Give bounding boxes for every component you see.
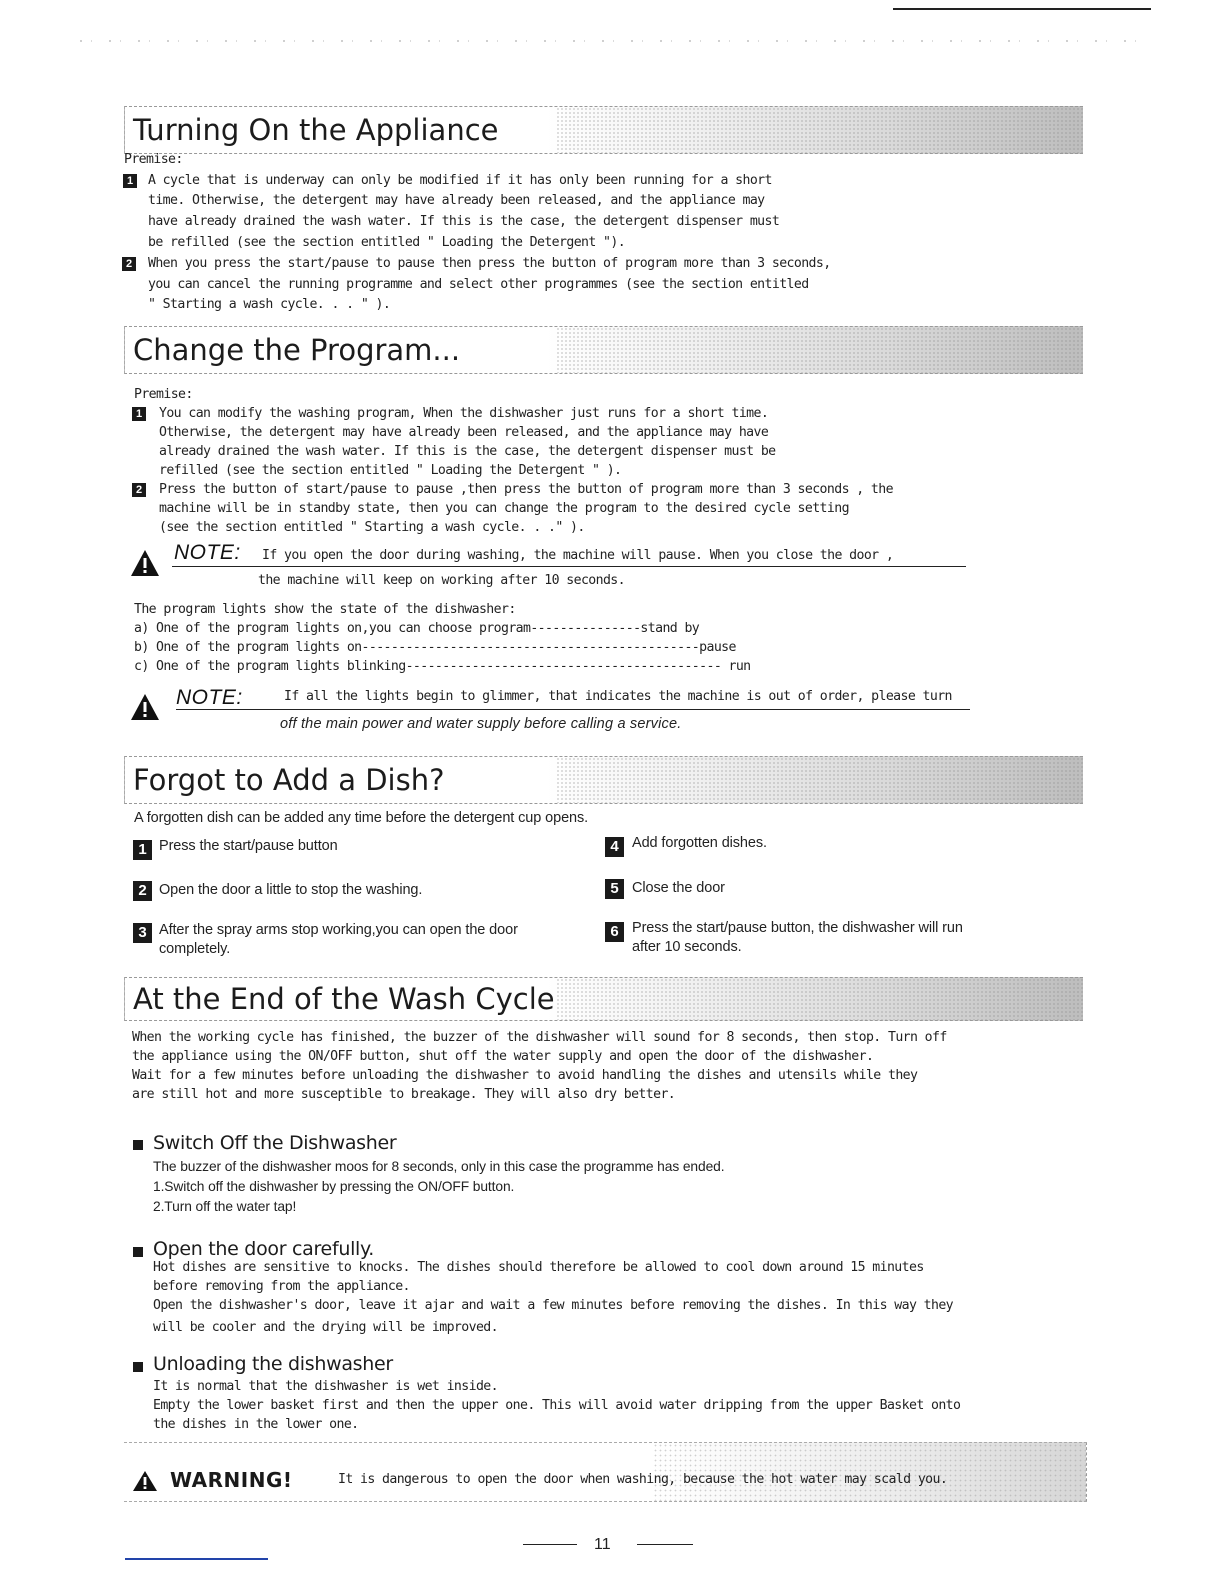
paragraph-line: be refilled (see the section entitled " Loading the Detergent "). xyxy=(148,235,626,250)
paragraph-line: time. Otherwise, the detergent may have already been released, and the appliance may xyxy=(148,193,765,208)
paragraph-line: have already drained the wash water. If this is the case, the detergent dispenser must xyxy=(148,214,780,229)
paragraph-line: Otherwise, the detergent may have already been released, and the appliance may have xyxy=(159,425,769,440)
section-banner-forgot-dish xyxy=(124,756,1083,804)
paragraph-line: Wait for a few minutes before unloading the dishwasher to avoid handling the dishes and utensils while they xyxy=(132,1068,918,1083)
paragraph-line: refilled (see the section entitled " Loading the Detergent " ). xyxy=(159,463,622,478)
paragraph-line: " Starting a wash cycle. . . " ). xyxy=(148,297,391,312)
warning-text: It is dangerous to open the door when washing, because the hot water may scald you. xyxy=(338,1472,948,1487)
step-number-2: 2 xyxy=(133,881,152,901)
step-text: Press the start/pause button xyxy=(159,838,338,854)
step-text: After the spray arms stop working,you can open the door xyxy=(159,922,518,938)
paragraph-line: already drained the wash water. If this is the case, the detergent dispenser must be xyxy=(159,444,776,459)
section-banner-change-program xyxy=(124,326,1083,374)
step-number-4: 4 xyxy=(605,837,624,857)
paragraph-line: 2.Turn off the water tap! xyxy=(153,1199,297,1214)
step-number-1: 1 xyxy=(133,840,152,860)
section-title-end-wash-cycle: At the End of the Wash Cycle xyxy=(133,982,555,1016)
program-lights-intro: The program lights show the state of the dishwasher: xyxy=(134,602,516,617)
subsection-title-open-door: Open the door carefully. xyxy=(153,1238,375,1260)
step-text: Close the door xyxy=(632,880,725,896)
paragraph-line: before removing from the appliance. xyxy=(153,1279,410,1294)
paragraph-line: you can cancel the running programme and select other programmes (see the section entitled xyxy=(148,277,809,292)
step-number-2: 2 xyxy=(122,257,136,271)
subsection-title-unloading: Unloading the dishwasher xyxy=(153,1353,393,1375)
warning-triangle-icon xyxy=(132,1470,158,1492)
note-label: NOTE: xyxy=(174,541,241,564)
paragraph-line: The buzzer of the dishwasher moos for 8 seconds, only in this case the programme has ended. xyxy=(153,1159,725,1174)
note-text-line: If you open the door during washing, the machine will pause. When you close the door , xyxy=(262,548,894,563)
page-number: 11 xyxy=(594,1536,611,1553)
bullet-square-icon xyxy=(133,1247,143,1257)
note-text-line: the machine will keep on working after 10 seconds. xyxy=(258,573,625,588)
note-text-line: If all the lights begin to glimmer, that indicates the machine is out of order, please turn xyxy=(284,689,952,704)
note-underline xyxy=(172,566,966,567)
bullet-square-icon xyxy=(133,1140,143,1150)
paragraph-line: will be cooler and the drying will be improved. xyxy=(153,1320,498,1335)
paragraph-line: (see the section entitled " Starting a wash cycle. . ." ). xyxy=(159,520,585,535)
section-banner-end-wash-cycle xyxy=(124,977,1083,1021)
subsection-title-switch-off: Switch Off the Dishwasher xyxy=(153,1132,397,1154)
paragraph-line: 1.Switch off the dishwasher by pressing the ON/OFF button. xyxy=(153,1179,515,1194)
page-number-rule xyxy=(523,1544,577,1545)
paragraph-line: the appliance using the ON/OFF button, shut off the water supply and open the door of the dishwasher. xyxy=(132,1049,874,1064)
paragraph-line: Hot dishes are sensitive to knocks. The dishes should therefore be allowed to cool down around 15 minutes xyxy=(153,1260,924,1275)
warning-triangle-icon xyxy=(130,692,160,722)
note-label: NOTE: xyxy=(176,686,243,709)
paragraph-line: When the working cycle has finished, the buzzer of the dishwasher will sound for 8 seconds, then stop. Turn off xyxy=(132,1030,947,1045)
section-title-turning-on: Turning On the Appliance xyxy=(133,113,499,147)
step-text: Add forgotten dishes. xyxy=(632,835,767,851)
step-number-3: 3 xyxy=(133,923,152,943)
bullet-square-icon xyxy=(133,1362,143,1372)
paragraph-line: A cycle that is underway can only be modified if it has only been running for a short xyxy=(148,173,772,188)
warning-triangle-icon xyxy=(130,548,160,578)
paragraph-line: are still hot and more susceptible to breakage. They will also dry better. xyxy=(132,1087,676,1102)
program-light-state: a) One of the program lights on,you can choose program---------------stand by xyxy=(134,621,700,636)
paragraph-line: Open the dishwasher's door, leave it ajar and wait a few minutes before removing the dishes. In this way they xyxy=(153,1298,954,1313)
section-banner-turning-on xyxy=(124,106,1083,154)
paragraph-line: It is normal that the dishwasher is wet inside. xyxy=(153,1379,498,1394)
step-number-5: 5 xyxy=(605,879,624,899)
paragraph-line: Press the button of start/pause to pause ,then press the button of program more than 3 seconds , the xyxy=(159,482,893,497)
section-title-forgot-dish: Forgot to Add a Dish? xyxy=(133,763,445,797)
step-text: Open the door a little to stop the washing. xyxy=(159,882,423,898)
forgot-dish-intro: A forgotten dish can be added any time before the detergent cup opens. xyxy=(134,810,589,826)
program-light-state: b) One of the program lights on----------------------------------------------pause xyxy=(134,640,736,655)
premise-label-2: Premise: xyxy=(134,387,193,402)
step-text: completely. xyxy=(159,941,231,957)
paragraph-line: the dishes in the lower one. xyxy=(153,1417,359,1432)
paragraph-line: When you press the start/pause to pause then press the button of program more than 3 seconds, xyxy=(148,256,831,271)
paragraph-line: Empty the lower basket first and then the upper one. This will avoid water dripping from the upper Basket onto xyxy=(153,1398,961,1413)
page-number-rule xyxy=(637,1544,693,1545)
program-light-state: c) One of the program lights blinking------------------------------------------- run xyxy=(134,659,751,674)
step-text: after 10 seconds. xyxy=(632,939,742,955)
bottom-edge-mark xyxy=(125,1558,268,1560)
premise-label-1: Premise: xyxy=(124,152,183,167)
step-number-1: 1 xyxy=(132,407,146,421)
step-text: Press the start/pause button, the dishwasher will run xyxy=(632,920,963,936)
step-number-2: 2 xyxy=(132,483,146,497)
paragraph-line: machine will be in standby state, then you can change the program to the desired cycle setting xyxy=(159,501,849,516)
step-number-1: 1 xyxy=(123,174,137,188)
scan-noise xyxy=(80,40,1150,42)
note-text-line: off the main power and water supply before calling a service. xyxy=(280,716,682,732)
paragraph-line: You can modify the washing program, When the dishwasher just runs for a short time. xyxy=(159,406,769,421)
step-number-6: 6 xyxy=(605,922,624,942)
warning-label: WARNING! xyxy=(170,1468,293,1492)
note-underline xyxy=(176,709,970,710)
section-title-change-program: Change the Program... xyxy=(133,333,461,367)
top-rule xyxy=(893,8,1151,10)
